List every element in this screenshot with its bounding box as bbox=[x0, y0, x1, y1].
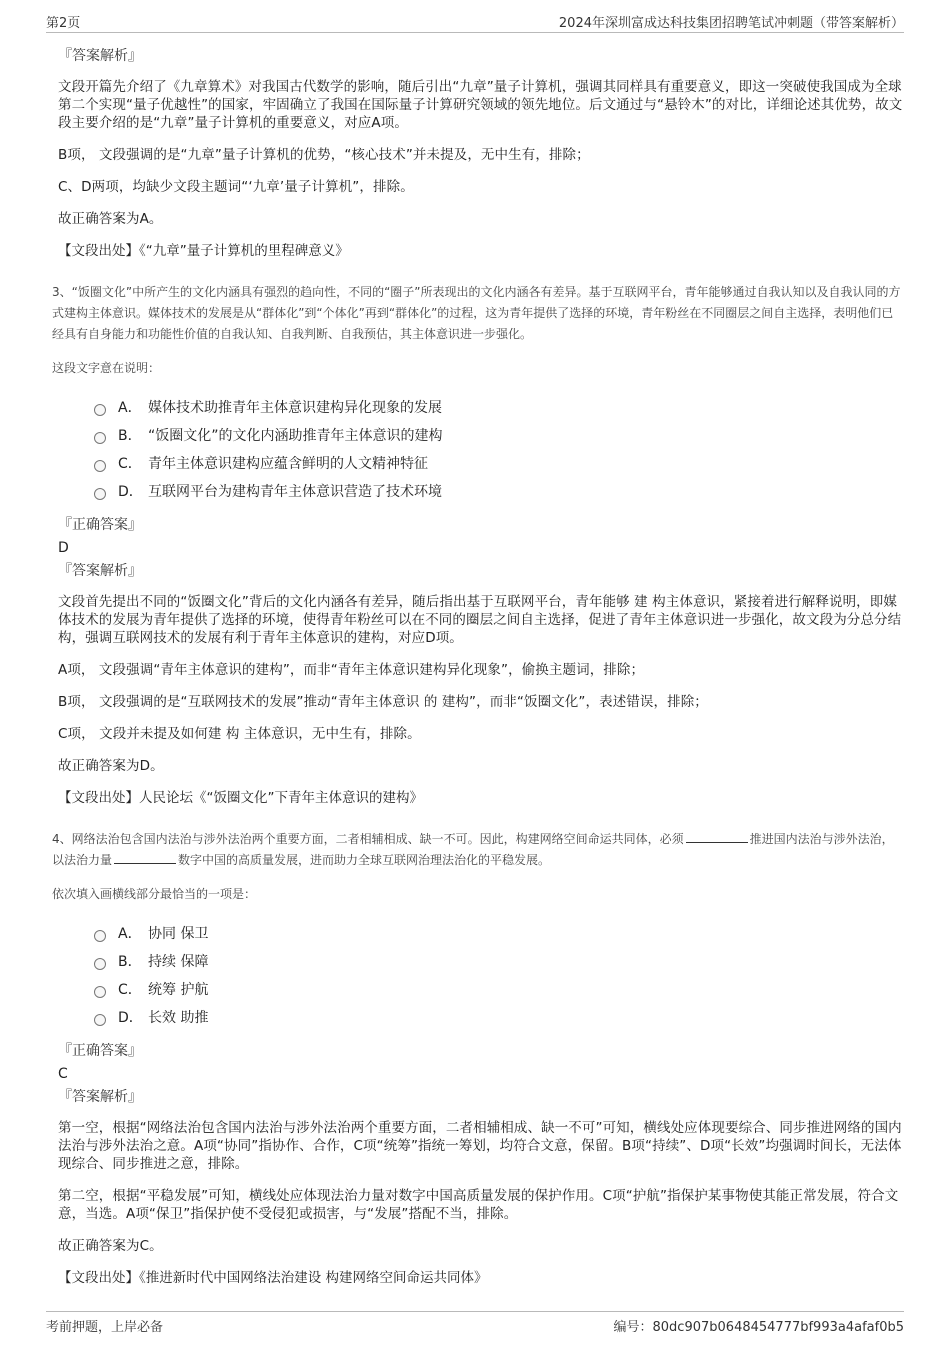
q4-analysis-paragraph: 第二空，根据“平稳发展”可知，横线处应体现法治力量对数字中国高质量发展的保护作用。C项“护航”指保护某事物使其能正常发展，符合文意，当选。A项“保卫”指保护使不受侵犯或损害，与“发展”搭配不当，排除。 bbox=[58, 1188, 899, 1222]
footer-slogan: 考前押题，上岸必备 bbox=[46, 1320, 164, 1335]
q3-analysis-tag: 『答案解析』 bbox=[58, 563, 142, 579]
q2-analysis-paragraph: 文段开篇先介绍了《九章算术》对我国古代数学的影响，随后引出“九章”量子计算机，强调其同样具有重要意义，即这一突破使我国成为全球第二个实现“量子优越性”的国家，牢固确立了我国在国际量子计算研究领域的领先地位。后文通过与“悬铃木”的对比，详细论述其优势，故文段主要介绍的是“九章”量子计算机的重要意义，对应A项。 bbox=[58, 79, 903, 131]
radio-button[interactable] bbox=[94, 930, 106, 942]
q3-source: 【文段出处】人民论坛《“饭圈文化”下青年主体意识的建构》 bbox=[58, 790, 423, 806]
q3-option-c[interactable] bbox=[94, 449, 904, 477]
q3-answer: D bbox=[58, 540, 69, 556]
q2-source: 【文段出处】《“九章”量子计算机的里程碑意义》 bbox=[58, 243, 349, 259]
radio-button[interactable] bbox=[94, 958, 106, 970]
page-footer bbox=[46, 1311, 904, 1336]
option-text: 媒体技术助推青年主体意识建构异化现象的发展 bbox=[148, 400, 442, 416]
option-letter: A． bbox=[118, 400, 142, 416]
option-letter: D． bbox=[118, 1010, 143, 1026]
q4-stem-part: 4、网络法治包含国内法治与涉外法治两个重要方面，二者相辅相成、缺一不可。因此，构建网络空间命运共同体，必须 bbox=[52, 832, 684, 846]
q4-stem bbox=[52, 829, 904, 871]
option-text: 持续 保障 bbox=[148, 954, 209, 970]
radio-button[interactable] bbox=[94, 460, 106, 472]
document-serial: 编号：80dc907b0648454777bf993a4afaf0b5 bbox=[613, 1320, 904, 1335]
q4-analysis-paragraph: 第一空，根据“网络法治包含国内法治与涉外法治两个重要方面，二者相辅相成、缺一不可”可知，横线处应体现要综合、同步推进网络的国内法治与涉外法治之意。A项“协同”指协作、合作，C项“统筹”指统一筹划，均符合文意，保留。B项“持续”、D项“长效”均强调时间长，无法体现综合、同步推进之意，排除。 bbox=[58, 1120, 902, 1172]
option-text: 统筹 护航 bbox=[148, 982, 209, 998]
q4-source: 【文段出处】《推进新时代中国网络法治建设 构建网络空间命运共同体》 bbox=[58, 1270, 488, 1286]
option-text: “饭圈文化”的文化内涵助推青年主体意识的建构 bbox=[148, 428, 443, 444]
q4-option-b[interactable] bbox=[94, 947, 904, 975]
option-text: 协同 保卫 bbox=[148, 926, 209, 942]
option-text: 长效 助推 bbox=[148, 1010, 209, 1026]
q3-analysis-paragraph: B项， 文段强调的是“互联网技术的发展”推动“青年主体意识 的 建构”，而非“饭圈文化”，表述错误，排除； bbox=[58, 694, 708, 710]
q3-options bbox=[94, 393, 904, 505]
option-text: 互联网平台为建构青年主体意识营造了技术环境 bbox=[148, 484, 442, 500]
q4-conclusion: 故正确答案为C。 bbox=[58, 1238, 163, 1254]
q3-ask: 这段文字意在说明： bbox=[52, 361, 161, 375]
q3-analysis-paragraph: C项， 文段并未提及如何建 构 主体意识，无中生有，排除。 bbox=[58, 726, 421, 742]
radio-button[interactable] bbox=[94, 1014, 106, 1026]
page-content bbox=[52, 46, 904, 1309]
q2-analysis-tag: 『答案解析』 bbox=[58, 48, 142, 64]
option-letter: A． bbox=[118, 926, 142, 942]
page-number: 第2页 bbox=[46, 16, 81, 31]
q3-option-b[interactable] bbox=[94, 421, 904, 449]
q4-answer-tag: 『正确答案』 bbox=[58, 1043, 142, 1059]
radio-button[interactable] bbox=[94, 432, 106, 444]
q3-conclusion: 故正确答案为D。 bbox=[58, 758, 164, 774]
option-letter: D． bbox=[118, 484, 143, 500]
q3-option-d[interactable] bbox=[94, 477, 904, 505]
blank-line bbox=[114, 851, 176, 864]
q4-answer: C bbox=[58, 1066, 68, 1082]
q2-analysis-paragraph: C、D两项，均缺少文段主题词“‘九章’量子计算机”，排除。 bbox=[58, 179, 414, 195]
q4-option-c[interactable] bbox=[94, 975, 904, 1003]
q3-stem: 3、“饭圈文化”中所产生的文化内涵具有强烈的趋向性，不同的“圈子”所表现出的文化内涵各有差异。基于互联网平台，青年能够通过自我认知以及自我认同的方式建构主体意识。媒体技术的发展是从“群体化”到“个体化”再到“群体化”的过程，这为青年提供了选择的环境，青年粉丝在不同圈层之间自主选择，表明他们已经具有自身能力和功能性价值的自我认知、自我判断、自我预估，其主体意识进一步强化。 bbox=[52, 285, 901, 341]
radio-button[interactable] bbox=[94, 404, 106, 416]
q3-option-a[interactable] bbox=[94, 393, 904, 421]
page-header bbox=[46, 10, 904, 33]
option-letter: C． bbox=[118, 982, 142, 998]
blank-line bbox=[686, 830, 748, 843]
q4-option-a[interactable] bbox=[94, 919, 904, 947]
option-letter: B． bbox=[118, 954, 142, 970]
q4-stem-part: 数字中国的高质量发展，进而助力全球互联网治理法治化的平稳发展。 bbox=[178, 853, 551, 867]
q3-analysis-paragraph: A项， 文段强调“青年主体意识的建构”，而非“青年主体意识建构异化现象”，偷换主题词，排除； bbox=[58, 662, 645, 678]
q4-option-d[interactable] bbox=[94, 1003, 904, 1031]
q3-answer-tag: 『正确答案』 bbox=[58, 517, 142, 533]
q2-analysis-paragraph: B项， 文段强调的是“九章”量子计算机的优势，“核心技术”并未提及，无中生有，排除； bbox=[58, 147, 590, 163]
document-title: 2024年深圳富成达科技集团招聘笔试冲刺题（带答案解析） bbox=[558, 16, 904, 31]
q2-conclusion: 故正确答案为A。 bbox=[58, 211, 163, 227]
radio-button[interactable] bbox=[94, 986, 106, 998]
q4-analysis-tag: 『答案解析』 bbox=[58, 1089, 142, 1105]
q4-stem-part: 推进国内法治与涉外法治，以法治力量 bbox=[52, 832, 894, 867]
option-letter: C． bbox=[118, 456, 142, 472]
option-letter: B． bbox=[118, 428, 142, 444]
q3-analysis-paragraph: 文段首先提出不同的“饭圈文化”背后的文化内涵各有差异，随后指出基于互联网平台，青年能够 建 构主体意识，紧接着进行解释说明，即媒体技术的发展为青年提供了选择的环境，使得青年粉丝可以在不同的圈层之间自主选择，促进了青年主体意识进一步强化，故文段为分总分结构，强调互联网技术的发展有利于青年主体意识的建构，对应D项。 bbox=[58, 594, 902, 646]
q4-ask: 依次填入画横线部分最恰当的一项是： bbox=[52, 887, 257, 901]
radio-button[interactable] bbox=[94, 488, 106, 500]
option-text: 青年主体意识建构应蕴含鲜明的人文精神特征 bbox=[148, 456, 428, 472]
q4-options bbox=[94, 919, 904, 1031]
